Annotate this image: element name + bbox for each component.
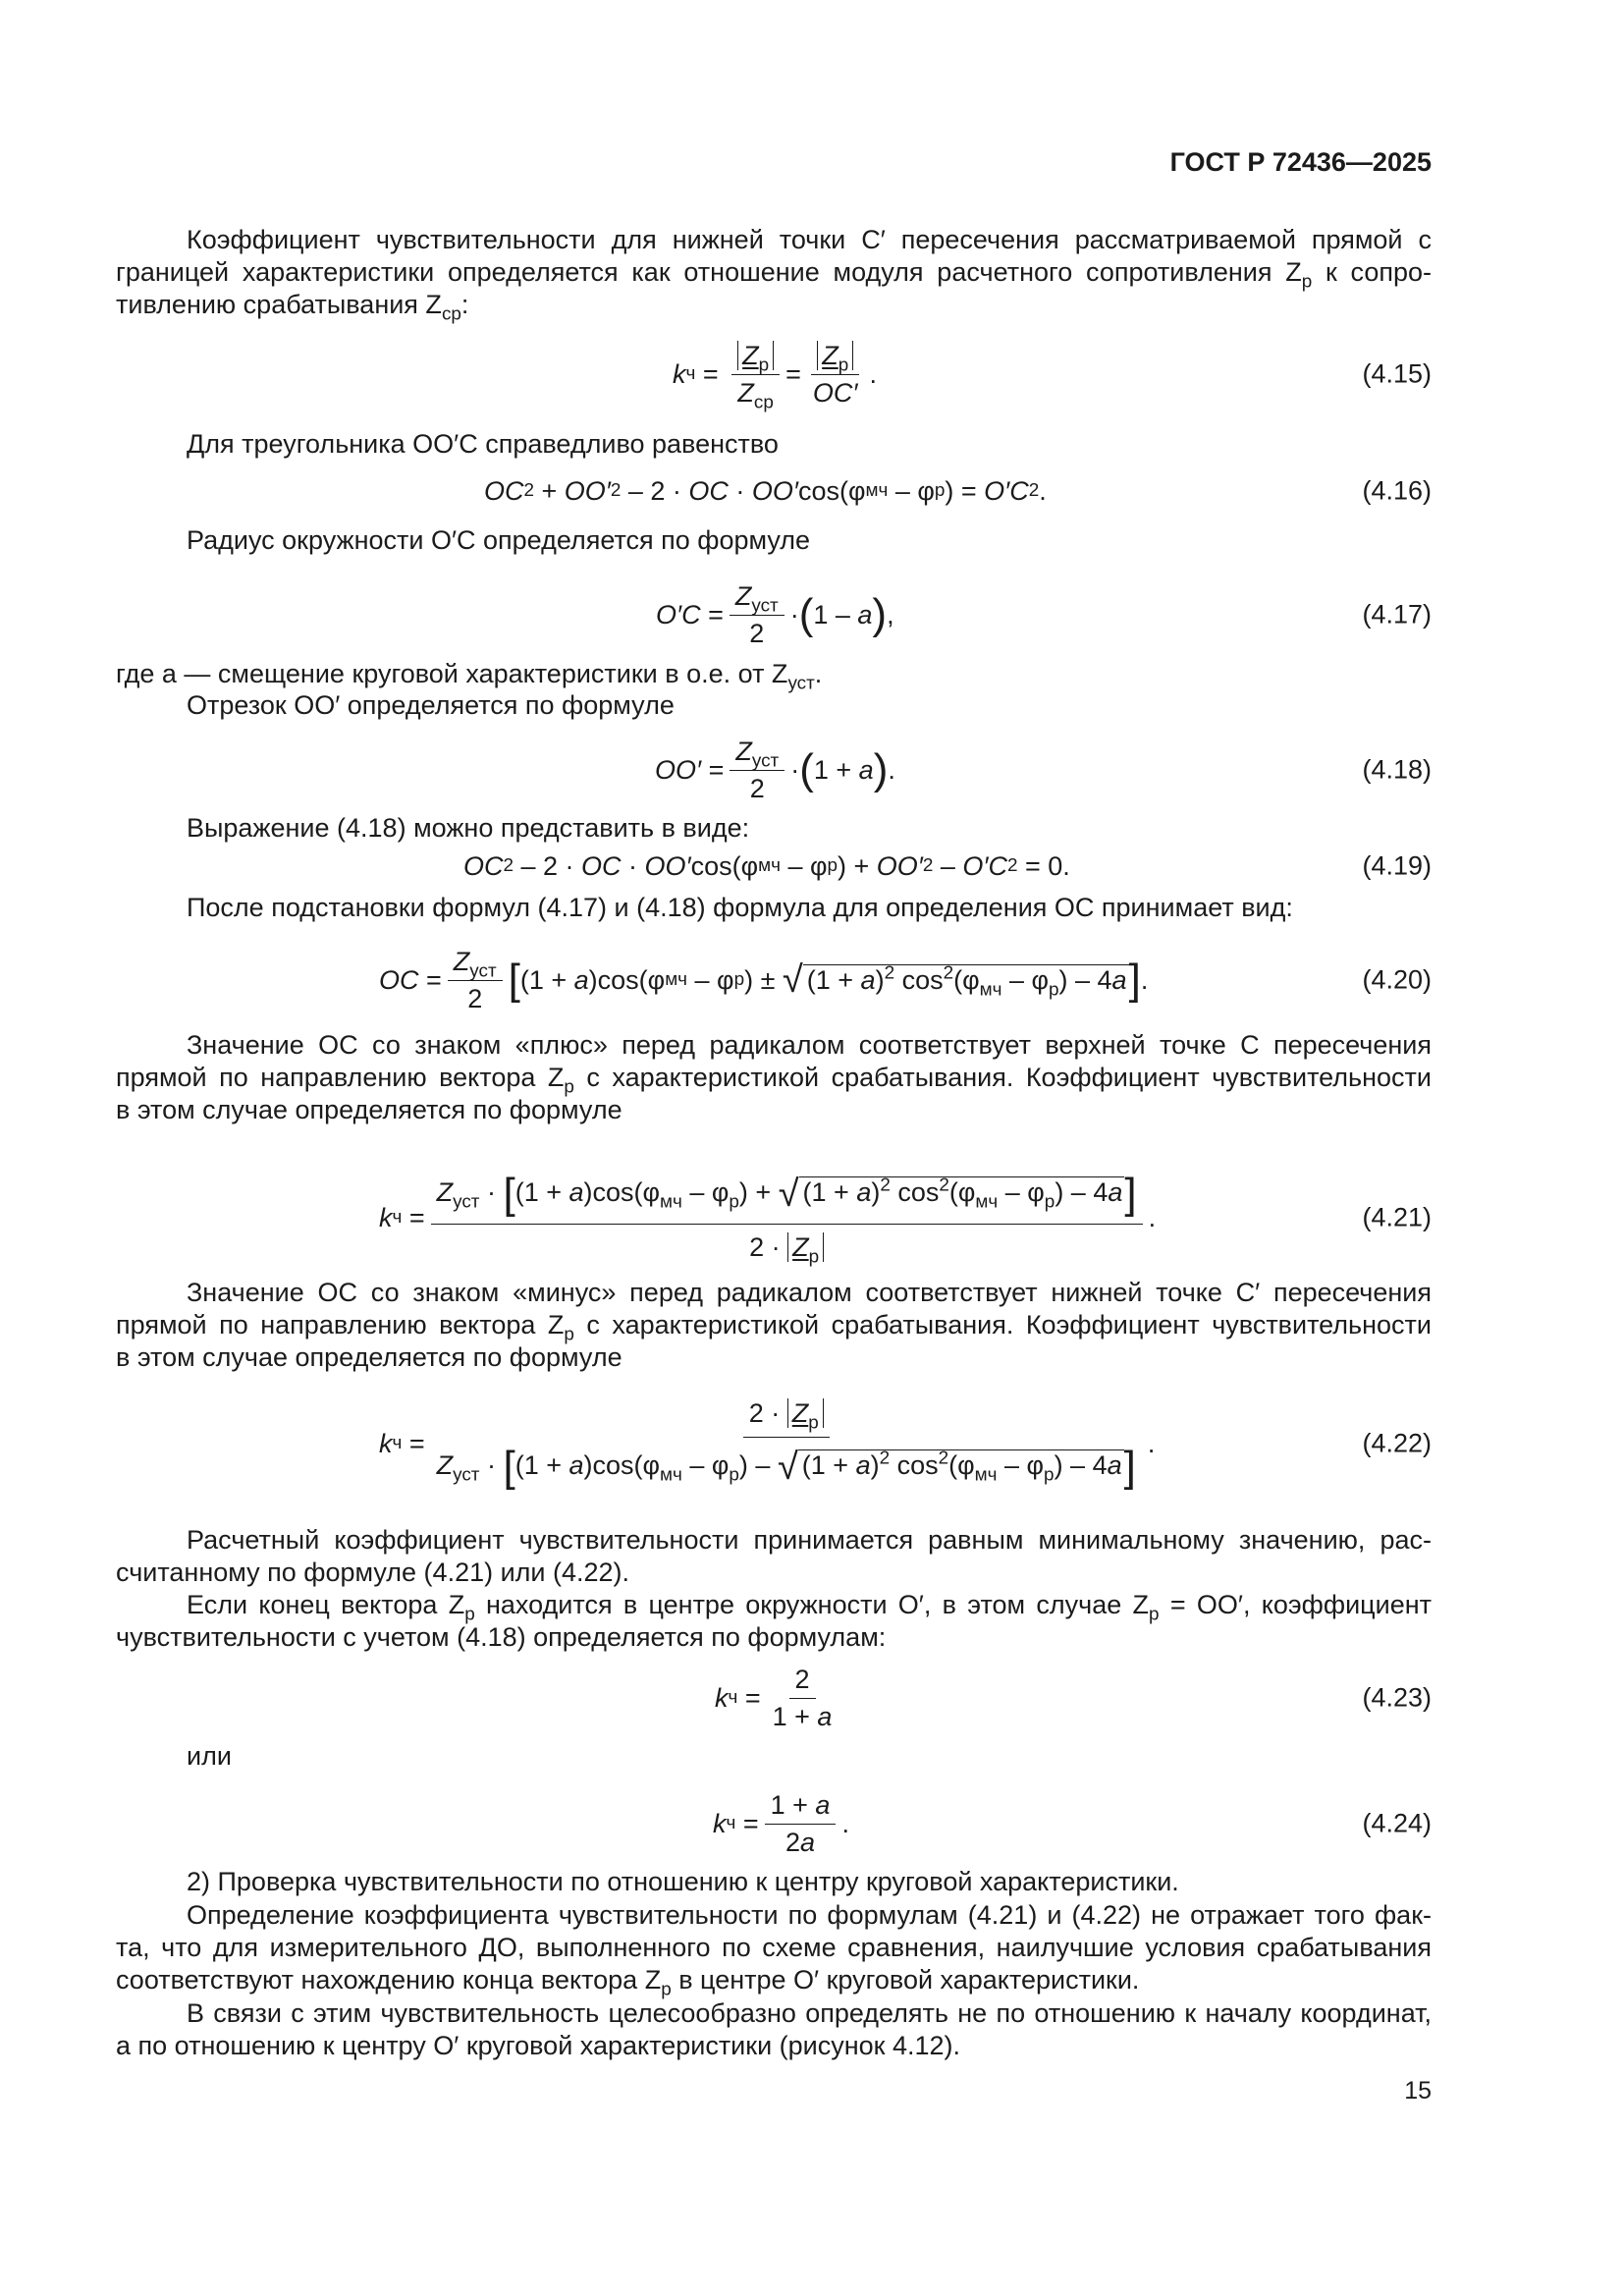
equation-body: k ч = $2 \cdot Z_р$ $Z_{уст} \cdot [(1 + a)\cos(\varphi_{мч} - \varphi_р)$ – √ $(1 + a)^2$ $\cos^2(\varphi_{мч} - \varphi_р) - 4a$] . xyxy=(379,1398,1156,1491)
equation-body: OC 2 + OO′ 2 – 2 · OC · OO′ cos(φ мч – φ р ) = O′C 2 . xyxy=(484,475,1047,506)
equation-4-20 xyxy=(116,936,1432,1024)
equation-body: k ч = $\frac{1 + a}{2a}$ . xyxy=(713,1789,849,1857)
paragraph-8: Значение OC со знаком «плюс» перед радикалом соответствует верхней точке C пересечения прямой по направлению вектора $Z_р$ с характеристикой срабатывания. Коэффициент чувствительности в этом случае определяется по формуле xyxy=(116,1030,1432,1124)
equation-number: (4.22) xyxy=(1362,1428,1432,1458)
equation-number: (4.17) xyxy=(1362,599,1432,629)
equation-4-23 xyxy=(116,1656,1432,1740)
equation-number: (4.15) xyxy=(1362,358,1432,389)
paragraph-4: где a — смещение круговой характеристики в о.е. от $Z_{уст}$. xyxy=(116,659,823,694)
paragraph-15: В связи с этим чувствительность целесообразно определять не по отношению к началу координат, а по отношению к центру O′ круговой характеристики (рисунок 4.12). xyxy=(116,1998,1432,2060)
equation-body: k ч = $\frac{Z_р}{Z_{ср}}$ = $\frac{Z_р}{OC'}$ . xyxy=(673,340,877,413)
equation-4-19 xyxy=(116,847,1432,886)
equation-number: (4.24) xyxy=(1362,1808,1432,1838)
p1-line1: Коэффициент чувствительности для нижней точки C′ пересечения рассматриваемой прямой с xyxy=(187,225,1432,254)
paragraph-1 xyxy=(116,224,1433,325)
equation-4-18 xyxy=(116,729,1432,811)
paragraph-14: Определение коэффициента чувствительности по формулам (4.21) и (4.22) не отражает того фак- та, что для измерительного ДО, выполненного по схеме сравнения, наилучшие условия срабатывания соответствуют нахождению конца вектора $Z_р$ в центре O′ круговой характеристики. xyxy=(116,1900,1432,2000)
equation-number: (4.23) xyxy=(1362,1682,1432,1713)
equation-number: (4.21) xyxy=(1362,1202,1432,1232)
equation-4-15 xyxy=(116,332,1432,416)
page-number: 15 xyxy=(1404,2077,1432,2105)
paragraph-11: Если конец вектора $Z_р$ находится в центре окружности O′, в этом случае $Z_р = OO'$, коэффициент чувствительности с учетом (4.18) определяется по формулам: xyxy=(116,1590,1432,1652)
equation-4-24 xyxy=(116,1781,1432,1866)
equation-4-22 xyxy=(116,1365,1432,1522)
paragraph-12: или xyxy=(187,1741,232,1771)
equation-4-16 xyxy=(116,469,1432,513)
equation-body: OC 2 – 2 · OC · OO′ cos(φ мч – φ р ) + OO′ 2 – O′C 2 = 0. xyxy=(463,850,1070,881)
paragraph-2: Для треугольника OO′C справедливо равенство xyxy=(187,429,779,459)
paragraph-3: Радиус окружности O′C определяется по формуле xyxy=(187,525,811,555)
paragraph-7: После подстановки формул (4.17) и (4.18) формула для определения OC принимает вид: xyxy=(187,893,1293,922)
document-id: ГОСТ Р 72436—2025 xyxy=(1169,147,1432,177)
equation-body: k ч = $\frac{2}{1 + a}$ xyxy=(715,1664,833,1731)
paragraph-9: Значение OC со знаком «минус» перед радикалом соответствует нижней точке C′ пересечения прямой по направлению вектора $Z_р$ с характеристикой срабатывания. Коэффициент чувствительности в этом случае определяется по формуле xyxy=(116,1278,1432,1372)
equation-number: (4.16) xyxy=(1362,475,1432,506)
equation-body: O′C = $\frac{Z_{уст}}{2}$ · ( 1 – a ) , xyxy=(656,580,894,648)
equation-4-17 xyxy=(116,574,1432,656)
paragraph-6: Выражение (4.18) можно представить в виде: xyxy=(187,813,750,843)
equation-body: OC = $\frac{Z_{уст}}{2}$ [ (1 + a )cos(φ мч – φ р ) ± √ $(1 + a)^2$ $\cos^2(\varphi_{мч} - \varphi_р) - 4a$ ] . xyxy=(379,946,1149,1013)
p1-line3: тивлению срабатывания $Z_{ср}$: xyxy=(116,290,469,325)
equation-4-21 xyxy=(116,1139,1432,1296)
paragraph-5: Отрезок OO′ определяется по формуле xyxy=(187,690,675,720)
equation-number: (4.18) xyxy=(1362,754,1432,785)
equation-body: k ч = $Z_{уст} \cdot [(1 + a)\cos(\varphi_{мч} - \varphi_р)$ + √ $(1 + a)^2$ $\cos^2(\varphi_{мч} - \varphi_р) - 4a$] $2 \cdot Z_р$ . xyxy=(379,1170,1157,1268)
paragraph-13: 2) Проверка чувствительности по отношению к центру круговой характеристики. xyxy=(187,1867,1179,1896)
equation-body: OO′ = $\frac{Z_{уст}}{2}$ · ( 1 + a ) . xyxy=(655,736,895,803)
equation-number: (4.20) xyxy=(1362,964,1432,995)
paragraph-10: Расчетный коэффициент чувствительности принимается равным минимальному значению, рас- считанному по формуле (4.21) или (4.22). xyxy=(116,1525,1432,1587)
equation-number: (4.19) xyxy=(1362,850,1432,881)
p1-line2: границей характеристики определяется как отношение модуля расчетного сопротивления $Z_р$ к сопро- xyxy=(116,257,1433,293)
